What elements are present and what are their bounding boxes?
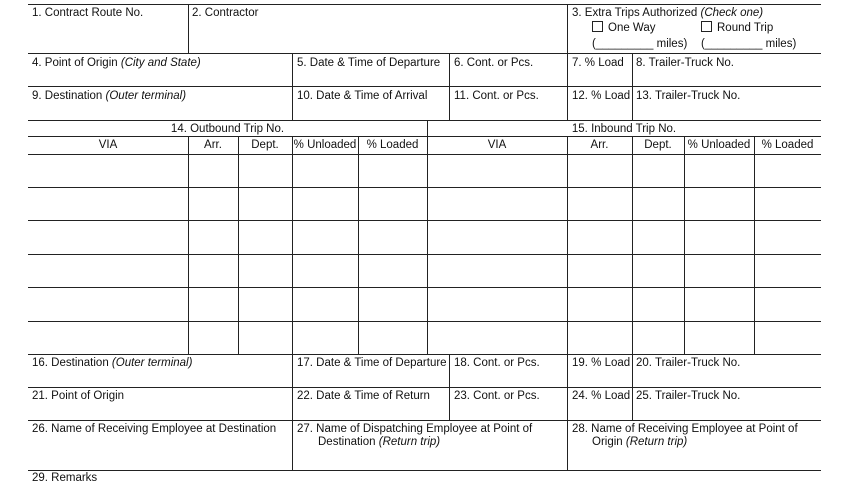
receiving-employee-destination-label: 26. Name of Receiving Employee at Destination: [32, 423, 277, 435]
inbound-trip-title: 15. Inbound Trip No.: [571, 123, 677, 135]
load-label-7: 7. % Load: [572, 57, 624, 69]
round-trip-miles-unit: miles): [765, 38, 797, 50]
load-label-19: 19. % Load: [572, 357, 631, 369]
trailer-truck-field-13[interactable]: [633, 104, 820, 119]
inbound-col-via: VIA: [487, 139, 507, 151]
outbound-col-arr: Arr.: [204, 139, 222, 151]
destination-label-16: [32, 357, 192, 370]
contractor-label: 2. Contractor: [192, 7, 259, 19]
rule-trip-title: [28, 136, 821, 137]
one-way-option[interactable]: [592, 21, 656, 35]
load-label-24: 24. % Load: [572, 390, 631, 402]
rule-row6: [28, 470, 821, 471]
departure-field-17[interactable]: [293, 371, 448, 386]
trailer-truck-label-8: 8. Trailer-Truck No.: [636, 57, 734, 69]
load-field-24[interactable]: [568, 404, 631, 419]
load-field-19[interactable]: [568, 371, 631, 386]
trailer-truck-label-25: 25. Trailer-Truck No.: [636, 390, 741, 402]
contractor-field[interactable]: [189, 21, 566, 52]
receiving-employee-origin-label-line1: 28. Name of Receiving Employee at Point of: [572, 423, 798, 435]
one-way-miles-blank: (_________: [592, 38, 654, 50]
destination-field-16[interactable]: [29, 371, 291, 386]
dispatching-employee-label-line1: 27. Name of Dispatching Employee at Point of: [297, 423, 533, 435]
point-of-origin-field-21[interactable]: [29, 404, 291, 419]
destination-note-16: (Outer terminal): [111, 357, 193, 369]
extra-trips-title: 3. Extra Trips Authorized: [572, 7, 698, 19]
dispatching-employee-field[interactable]: [293, 450, 566, 469]
contract-route-no-label: 1. Contract Route No.: [32, 7, 144, 19]
rule-row3: [28, 120, 821, 121]
load-field-7[interactable]: [568, 71, 631, 85]
round-trip-miles[interactable]: [701, 38, 796, 51]
point-of-origin-label-21: 21. Point of Origin: [32, 390, 125, 402]
outbound-col-unloaded: % Unloaded: [293, 139, 357, 151]
contract-route-no-field[interactable]: [29, 21, 187, 52]
outbound-col-dept: Dept.: [251, 139, 279, 151]
outbound-trip-grid[interactable]: [29, 155, 426, 353]
destination-label-9: [32, 90, 186, 103]
rule-top: [28, 4, 821, 5]
cont-pcs-label-18: 18. Cont. or Pcs.: [454, 357, 540, 369]
cont-pcs-field-11[interactable]: [450, 104, 566, 119]
rule-row1: [28, 53, 821, 54]
point-of-origin-label: [32, 57, 201, 70]
departure-label: 5. Date & Time of Departure: [297, 57, 441, 69]
one-way-checkbox[interactable]: [592, 21, 603, 32]
receiving-employee-origin: Origin: [592, 436, 623, 448]
dispatching-employee-destination: Destination: [318, 436, 376, 448]
load-field-12[interactable]: [568, 104, 631, 119]
inbound-col-loaded: % Loaded: [761, 139, 814, 151]
round-trip-option[interactable]: [701, 21, 773, 35]
destination-title-9: 9. Destination: [32, 90, 103, 102]
vrule-r1-b: [567, 4, 568, 53]
cont-pcs-label-23: 23. Cont. or Pcs.: [454, 390, 540, 402]
rule-trip-bottom: [28, 354, 821, 355]
one-way-miles[interactable]: [592, 38, 687, 51]
trailer-truck-label-20: 20. Trailer-Truck No.: [636, 357, 741, 369]
outbound-trip-title: 14. Outbound Trip No.: [170, 123, 285, 135]
rule-row2: [28, 86, 821, 87]
cont-pcs-field-6[interactable]: [450, 71, 566, 85]
receiving-return-note: (Return trip): [625, 436, 688, 448]
inbound-col-dept: Dept.: [644, 139, 672, 151]
remarks-label: 29. Remarks: [32, 472, 98, 484]
point-of-origin-field[interactable]: [29, 71, 291, 85]
round-trip-checkbox[interactable]: [701, 21, 712, 32]
inbound-col-unloaded: % Unloaded: [687, 139, 751, 151]
load-label-12: 12. % Load: [572, 90, 631, 102]
one-way-miles-unit: miles): [656, 38, 688, 50]
cont-pcs-field-18[interactable]: [450, 371, 566, 386]
round-trip-label: Round Trip: [717, 22, 774, 34]
destination-field-9[interactable]: [29, 104, 291, 119]
receiving-employee-origin-field[interactable]: [568, 450, 820, 469]
rule-row4: [28, 387, 821, 388]
dispatching-return-note: (Return trip): [378, 436, 441, 448]
outbound-col-loaded: % Loaded: [366, 139, 419, 151]
cont-pcs-label-6: 6. Cont. or Pcs.: [454, 57, 534, 69]
outbound-col-via: VIA: [98, 139, 118, 151]
extra-trips-label: [572, 7, 763, 20]
trailer-truck-field-20[interactable]: [633, 371, 820, 386]
trailer-truck-label-13: 13. Trailer-Truck No.: [636, 90, 741, 102]
dispatching-employee-label-line2: [318, 436, 440, 449]
inbound-trip-grid[interactable]: [428, 155, 820, 353]
receiving-employee-destination-field[interactable]: [29, 450, 291, 469]
trailer-truck-field-25[interactable]: [633, 404, 820, 419]
destination-note-9: (Outer terminal): [105, 90, 187, 102]
return-label-22: 22. Date & Time of Return: [297, 390, 430, 402]
point-of-origin-title: 4. Point of Origin: [32, 57, 118, 69]
receiving-employee-origin-label-line2: [592, 436, 687, 449]
arrival-field[interactable]: [293, 104, 448, 119]
rule-row5: [28, 420, 821, 421]
cont-pcs-label-11: 11. Cont. or Pcs.: [454, 90, 539, 102]
departure-label-17: 17. Date & Time of Departure: [297, 357, 447, 369]
point-of-origin-note: (City and State): [120, 57, 201, 69]
return-field-22[interactable]: [293, 404, 448, 419]
arrival-label: 10. Date & Time of Arrival: [297, 90, 428, 102]
trailer-truck-field-8[interactable]: [633, 71, 820, 85]
cont-pcs-field-23[interactable]: [450, 404, 566, 419]
departure-field[interactable]: [293, 71, 448, 85]
extra-trips-note: (Check one): [700, 7, 764, 19]
one-way-label: One Way: [608, 22, 656, 34]
round-trip-miles-blank: (_________: [701, 38, 763, 50]
destination-title-16: 16. Destination: [32, 357, 109, 369]
inbound-col-arr: Arr.: [590, 139, 609, 151]
